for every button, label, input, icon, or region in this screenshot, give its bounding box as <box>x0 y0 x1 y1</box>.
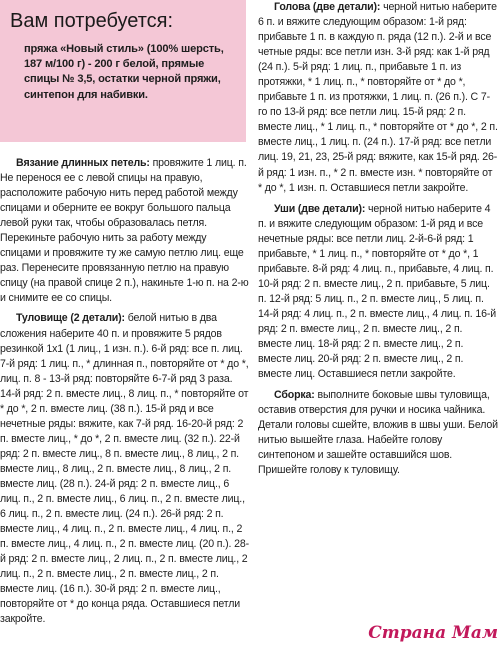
materials-box <box>0 0 246 142</box>
right-column <box>258 0 500 484</box>
ears-section <box>258 202 498 383</box>
assembly-heading: Сборка: <box>274 389 315 402</box>
site-watermark-logo: Страна Мам <box>368 623 498 643</box>
head-section <box>258 0 498 196</box>
assembly-section <box>258 388 498 478</box>
body-section <box>0 311 250 627</box>
left-column <box>0 0 250 632</box>
body-heading: Туловище (2 детали): <box>16 312 125 325</box>
long-loops-text: провяжите 1 лиц. п. Не перенося ее с левой спицы на правую, расположите рабочую нить перед работой между спицами и оберните ее вокруг большого пальца левой руки так, чтобы образовалась петля. Перекиньте рабочую нить за работу между спицами и провяжите ту же самую петлю лиц. еще раз. Перенесите провязанную петлю на правую спицу (на правой спице 2 п.), накиньте 1-ю п. на 2-ю и снимите ее со спицы. <box>0 157 249 305</box>
materials-title: Вам потребуется: <box>10 10 174 32</box>
head-text: черной нитью наберите 6 п. и вяжите следующим образом: 1-й ряд: прибавьте 1 п. в каждую п. ряда (12 п.). 2-й и все четные ряды: все петли изн. 3-й ряд: как 1-й ряд (24 п.). 5-й ряд: 1 лиц. п., прибавьте 1 п. из протяжки, * 1 лиц. п., * повторяйте от * до *, прибавьте 1 п. из протяжки, 1 лиц. п. (26 п.). С 7-го по 13-й ряд: все петли лиц. 15-й ряд: 2 п. вместе лиц., * 1 лиц. п., * повторяйте от * до *, 2 п. вместе лиц., 1 лиц. п. (24 п.). 17-й ряд: все петли лиц. 19, 21, 23, 25-й ряд: вяжите, как 15-й ряд. 26-й ряд: 1 изн. п., * 2 п. вместе изн. * повторяйте от * до *, 1 изн. п. Оставшиеся петли закройте. <box>258 1 498 194</box>
assembly-text: выполните боковые швы туловища, оставив отверстия для ручки и носика чайника. Детали головы сшейте, вложив в швы уши. Белой нитью вышейте глаза. Набейте голову синтепоном и зашейте оставшийся шов. Пришейте голову к туловищу. <box>258 389 498 477</box>
long-loops-heading: Вязание длинных петель: <box>16 157 150 169</box>
ears-text: черной нитью наберите 4 п. и вяжите следующим образом: 1-й ряд и все нечетные ряды: все петли лиц. 2-й-6-й ряд: 1 прибавьте, * 1 лиц. п., * повторяйте от * до *, 1 прибавьте. 8-й ряд: 4 лиц. п., прибавьте, 4 лиц. п. 10-й ряд: 2 п. вместе лиц., 2 п. прибавьте, 5 лиц. п. 12-й ряд: 5 лиц. п., 2 п. вместе лиц., 5 лиц. п. 14-й ряд: 4 лиц. п., 2 п. вместе лиц., 4 лиц. п. 16-й ряд: 2 п. вместе лиц., 2 п. вместе лиц., 2 п. вместе лиц. 18-й ряд: 2 п. вместе лиц., 2 п. вместе лиц. 20-й ряд: 2 п. вместе лиц., 2 п. вместе лиц. Оставшиеся петли закройте. <box>258 202 496 381</box>
ears-heading: Уши (две детали): <box>274 202 366 215</box>
body-text: белой нитью в два сложения наберите 40 п. и провяжите 5 рядов резинкой 1х1 (1 лиц., 1 изн. п.). 6-й ряд: все п. лиц. 7-й ряд: 1 лиц. п., * длинная п., повторяйте от * до *, лиц. п. 8 - 13-й ряд: повторяйте 6-7-й ряд 3 раза. 14-й ряд: 2 п. вместе лиц., 8 лиц. п., * повторяйте от * до *, 2 п. вместе лиц. (38 п.). 15-й ряд и все нечетные ряды: вяжите, как 7-й ряд. 16-20-й ряд: 2 п. вместе лиц., * до *, 2 п. вместе лиц. (32 п.). 22-й ряд: 2 п. вместе лиц., 8 п. вместе лиц., 8 лиц., 2 п. вместе лиц., 8 лиц., 2 п. вместе лиц., 8 лиц., 2 п. вместе лиц. (28 п.). 24-й ряд: 2 п. вместе лиц., 6 лиц. п., 2 п. вместе лиц., 6 лиц. п., 2 п. вместе лиц., 6 лиц. п., 2 п. вместе лиц. (24 п.). 26-й ряд: 2 п. вместе лиц., 4 лиц. п., 2 п. вместе лиц., 4 лиц. п., 2 п. вместе лиц., 4 лиц. п., 2 п. вместе лиц. (20 п.). 28-й ряд: 2 п. вместе лиц., 2 лиц. п., 2 п. вместе лиц., 2 лиц. п., 2 п. вместе лиц., 2 п. вместе лиц., 2 п. вместе лиц. (16 п.). 30-й ряд: 2 п. вместе лиц., повторяйте от * до конца ряда. Оставшиеся петли закройте. <box>0 312 249 626</box>
head-heading: Голова (две детали): <box>274 1 381 13</box>
long-loops-section <box>0 156 250 306</box>
materials-text: пряжа «Новый стиль» (100% шерсть, 187 м/100 г) - 200 г белой, прямые спицы № 3,5, остатки черной пряжи, синтепон для набивки. <box>24 43 224 101</box>
